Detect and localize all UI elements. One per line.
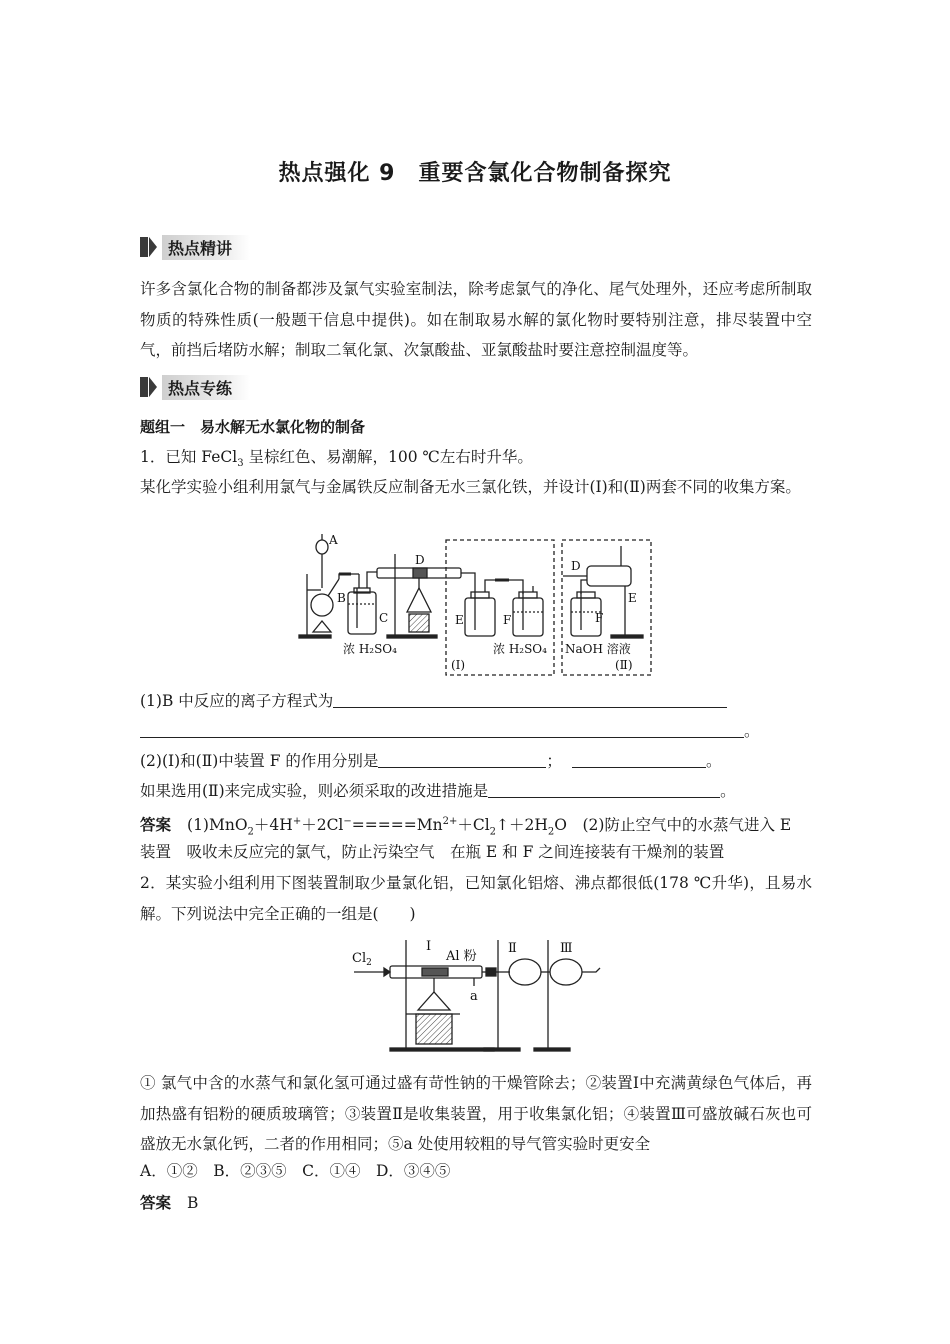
fig1-label-conc-c: 浓 H₂SO₄ — [343, 642, 397, 656]
fig1-label-I: (Ⅰ) — [451, 658, 466, 672]
fig1-label-C: C — [379, 611, 389, 625]
intro-paragraph: 许多含氯化合物的制备都涉及氯气实验室制法，除考虑氯气的净化、尾气处理外，还应考虑所制取物质的特殊性质(一般题干信息中提供)。如在制取易水解的氯化物时要特别注意，排尽装置中空气，前挡后堵防水解；制取二氧化氯、次氯酸盐、亚氯酸盐时要注意控制温度等。 — [140, 280, 812, 359]
fig1-label-E2: E — [628, 591, 637, 605]
fig1-label-B: B — [337, 591, 346, 605]
fig1-label-A: A — [329, 533, 338, 547]
fig1-label-naoh: NaOH 溶液 — [565, 642, 631, 656]
fig2-label-a: a — [470, 989, 478, 1004]
fig1-label-D2: D — [571, 559, 581, 573]
fig2-label-I: Ⅰ — [426, 939, 432, 954]
fig2-label-II: Ⅱ — [508, 941, 517, 956]
fig1-label-E1: E — [455, 613, 464, 627]
apparatus-figure-1 — [295, 532, 655, 678]
q1-stem-line1: 1．已知 FeCl$_3$ 呈棕红色、易潮解，100 ℃左右时升华。 — [140, 448, 533, 470]
fig1-label-F2: F — [595, 611, 604, 625]
apparatus-figure-2 — [350, 936, 610, 1056]
q1-part3: 如果选用(Ⅱ)来完成实验，则必须采取的改进措施是 。 — [140, 782, 736, 800]
q2-options-text: ① 氯气中含的水蒸气和氯化氢可通过盛有苛性钠的干燥管除去；②装置Ⅰ中充满黄绿色气体后，再加热盛有铝粉的硬质玻璃管；③装置Ⅱ是收集装置，用于收集氯化铝；④装置Ⅲ可盛放碱石灰也可盛放无水氯化钙，二者的作用相同；⑤a 处使用较粗的导气管实验时更安全 — [140, 1074, 812, 1153]
q2-answer: 答案 B — [140, 1194, 199, 1212]
q2-stem: 2．某实验小组利用下图装置制取少量氯化铝，已知氯化铝熔、沸点都很低(178 ℃升华)，且易水解。下列说法中完全正确的一组是( ) — [140, 874, 812, 923]
q1-answer-line2: 装置 吸收未反应完的氯气，防止污染空气 在瓶 E 和 F 之间连接装有干燥剂的装置 — [140, 843, 725, 861]
section-header-jingjiang — [140, 236, 250, 258]
section-marker-icon — [140, 237, 158, 257]
section-label: 热点专练 — [162, 375, 250, 400]
fig2-label-al: Al 粉 — [446, 949, 477, 964]
section-label: 热点精讲 — [162, 235, 250, 260]
fig2-label-III: Ⅲ — [560, 941, 573, 956]
q1-part1-cont: 。 — [140, 720, 760, 742]
section-header-zhuanlian — [140, 376, 250, 398]
fig1-label-conc-f: 浓 H₂SO₄ — [493, 642, 547, 656]
q1-part2: (2)(Ⅰ)和(Ⅱ)中装置 F 的作用分别是 ； 。 — [140, 752, 722, 770]
q1-part1: (1)B 中反应的离子方程式为 — [140, 690, 727, 712]
fig1-label-F1: F — [503, 613, 512, 627]
section-marker-icon — [140, 377, 158, 397]
group-title: 题组一 易水解无水氯化物的制备 — [140, 418, 366, 436]
fig2-label-cl2: $Cl_2$ — [352, 951, 372, 968]
fig1-label-D: D — [415, 553, 425, 567]
fig1-label-II: (Ⅱ) — [615, 658, 633, 672]
q1-answer-line1: 答案 $(1)MnO_2+4H^++2Cl^-=====Mn^{2+}+Cl_2↑+2H_2O$ (2)防止空气中的水蒸气进入 E — [140, 816, 792, 838]
q1-stem-line2: 某化学实验小组利用氯气与金属铁反应制备无水三氯化铁，并设计(Ⅰ)和(Ⅱ)两套不同的收集方案。 — [140, 478, 801, 496]
q2-choices: A．①② B．②③⑤ C．①④ D．③④⑤ — [140, 1162, 451, 1180]
page-title: 热点强化 9 重要含氯化合物制备探究 — [278, 161, 672, 186]
